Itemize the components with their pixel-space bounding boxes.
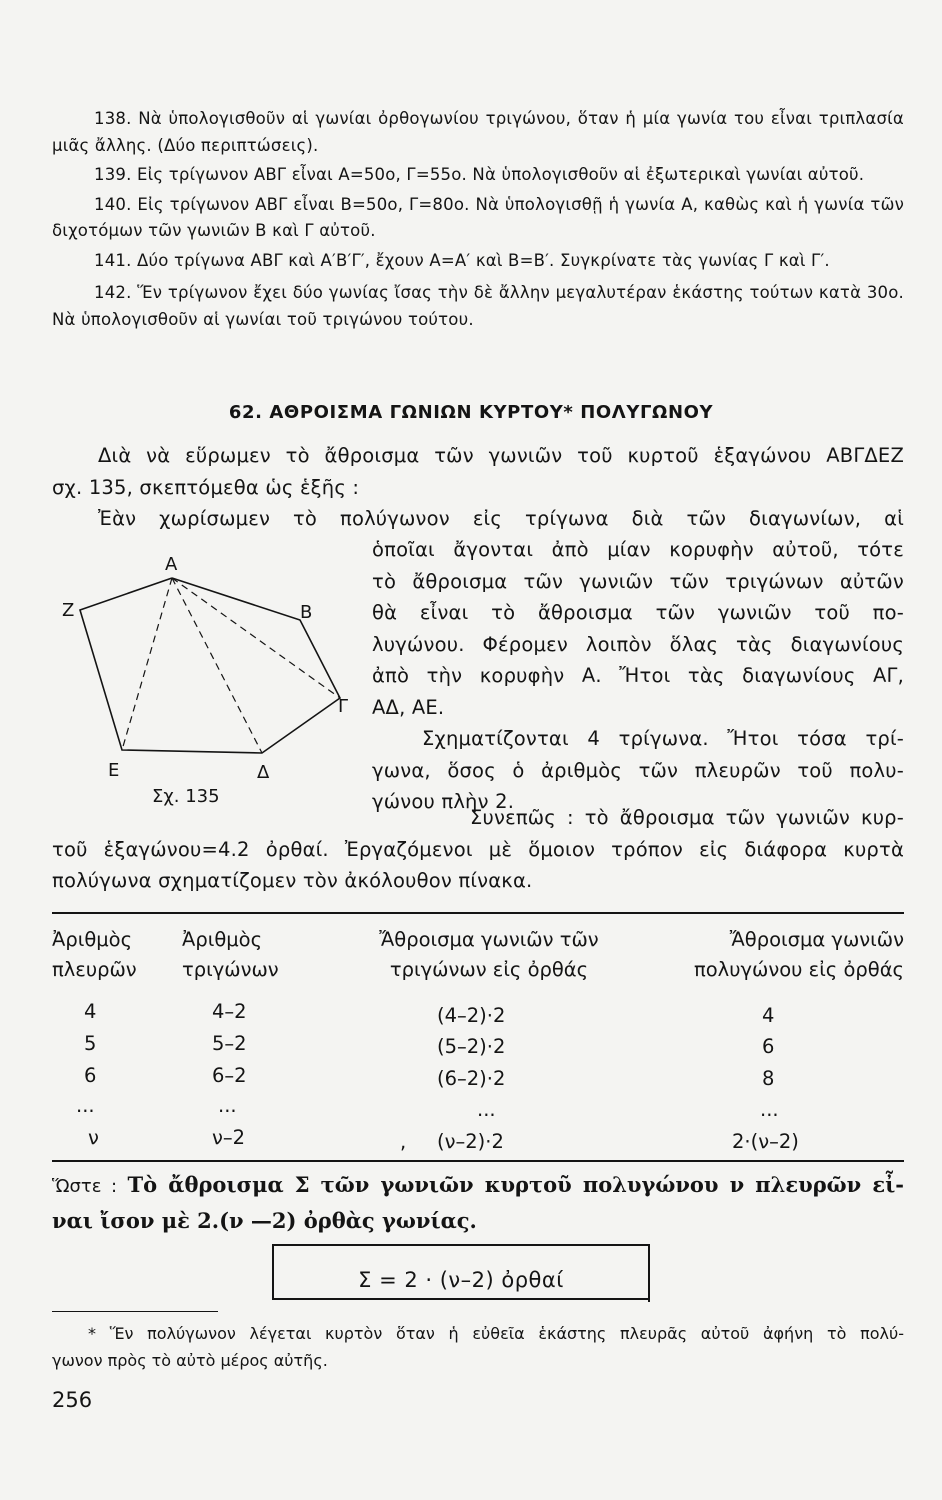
exercise-list bbox=[52, 106, 904, 336]
table-cell: 8 bbox=[762, 1067, 775, 1090]
vertex-label-e: Ε bbox=[108, 760, 120, 781]
table-cell: 6 bbox=[84, 1064, 97, 1087]
diagonal-ad bbox=[172, 578, 262, 753]
hexagon-figure bbox=[52, 548, 362, 813]
vertex-label-b: Β bbox=[300, 602, 313, 623]
table-cell: (5–2)·2 bbox=[437, 1035, 506, 1058]
right-line: ἀπὸ τὴν κορυφὴν Α. Ἤτοι τὰς διαγωνίους ΑΓ, bbox=[372, 664, 904, 687]
right-column-text bbox=[372, 534, 904, 818]
header-text: πολυγώνου εἰς ὀρθάς bbox=[694, 958, 904, 981]
right-line: γώνου πλὴν 2. bbox=[372, 790, 515, 813]
header-polygon-sum bbox=[652, 925, 904, 985]
table-cell: 5 bbox=[84, 1032, 97, 1055]
figure-caption: Σχ. 135 bbox=[152, 786, 220, 807]
table-cell: 4–2 bbox=[212, 1000, 247, 1023]
table-cell: ... bbox=[218, 1094, 237, 1117]
vertex-label-g: Γ bbox=[338, 696, 349, 717]
header-text: Ἀριθμὸς bbox=[52, 928, 133, 951]
header-sides bbox=[52, 925, 137, 985]
exercise-138: 138. Νὰ ὑπολογισθοῦν αἱ γωνίαι ὀρθογωνίου τριγώνου, ὅταν ἡ μία γωνία του εἶναι τριπλασία μιᾶς ἄλλης. (Δύο περιπτώσεις). bbox=[52, 109, 904, 155]
table-cell: ν bbox=[88, 1126, 99, 1149]
conclusion-prefix: Ὥστε : bbox=[52, 1176, 118, 1197]
intro-line-1: Διὰ νὰ εὕρωμεν τὸ ἄθροισμα τῶν γωνιῶν τοῦ κυρτοῦ ἑξαγώνου ΑΒΓΔΕΖ bbox=[98, 444, 904, 467]
page-number: 256 bbox=[52, 1388, 93, 1412]
table-cell: 5–2 bbox=[212, 1032, 247, 1055]
exercise-141: 141. Δύο τρίγωνα ΑΒΓ καὶ Α′Β′Γ′, ἔχουν Α=Α′ καὶ Β=Β′. Συγκρίνατε τὰς γωνίας Γ καὶ Γ′. bbox=[94, 250, 830, 270]
after-line-1: Συνεπῶς : τὸ ἄθροισμα τῶν γωνιῶν κυρ- bbox=[470, 806, 904, 829]
table-cell: ... bbox=[76, 1094, 95, 1117]
vertex-label-a: Α bbox=[165, 554, 178, 575]
conclusion-bold-1: Τὸ ἄθροισμα Σ τῶν γωνιῶν κυρτοῦ πολυγώνου ν πλευρῶν εἶ- bbox=[127, 1172, 904, 1197]
exercise-139: 139. Εἰς τρίγωνον ΑΒΓ εἶναι Α=50ο, Γ=55ο. Νὰ ὑπολογισθοῦν αἱ ἐξωτερικαὶ γωνίαι αὐτοῦ. bbox=[94, 165, 865, 184]
footnote-line-2: γωνον πρὸς τὸ αὐτὸ μέρος αὐτῆς. bbox=[52, 1351, 328, 1370]
table-cell: (ν–2)·2 bbox=[437, 1130, 504, 1153]
right-line: Σχηματίζονται 4 τρίγωνα. Ἤτοι τόσα τρί- bbox=[422, 727, 904, 750]
header-text: Ἄθροισμα γωνιῶν τῶν bbox=[379, 928, 599, 951]
table-cell: (6–2)·2 bbox=[437, 1067, 506, 1090]
box-bottom-bar bbox=[272, 1298, 648, 1300]
right-line: ὁποῖαι ἄγονται ἀπὸ μίαν κορυφὴν αὐτοῦ, τότε bbox=[372, 538, 904, 561]
table-cell: ν–2 bbox=[212, 1126, 246, 1149]
header-triangle-sum bbox=[344, 925, 634, 985]
right-line: ΑΔ, ΑΕ. bbox=[372, 695, 445, 719]
intro-line-2: σχ. 135, σκεπτόμεθα ὡς ἑξῆς : bbox=[52, 475, 360, 499]
table-cell: 6–2 bbox=[212, 1064, 247, 1087]
header-text: τριγώνων εἰς ὀρθάς bbox=[389, 958, 589, 981]
exercise-140: 140. Εἰς τρίγωνον ΑΒΓ εἶναι Β=50ο, Γ=80ο. Νὰ ὑπολογισθῇ ἡ γωνία Α, καθὼς καὶ ἡ γωνία τῶν διχοτόμων τῶν γωνιῶν Β καὶ Γ αὐτοῦ. bbox=[52, 194, 904, 240]
after-paragraph bbox=[52, 802, 904, 897]
right-line: γωνα, ὅσος ὁ ἀριθμὸς τῶν πλευρῶν τοῦ πολυ- bbox=[372, 758, 904, 782]
intro-paragraph bbox=[52, 440, 904, 503]
conclusion-line-1 bbox=[52, 1168, 904, 1204]
right-line: θὰ εἶναι τὸ ἄθροισμα τῶν γωνιῶν τοῦ πο- bbox=[372, 601, 904, 624]
table-cell: (4–2)·2 bbox=[437, 1004, 506, 1027]
diagonal-ag bbox=[172, 578, 340, 698]
conclusion-bold-2: ναι ἴσον μὲ 2.(ν —2) ὀρθὰς γωνίας. bbox=[52, 1208, 477, 1233]
table-cell: ... bbox=[477, 1098, 496, 1121]
footnote-rule bbox=[52, 1311, 218, 1312]
right-line: λυγώνου. Φέρομεν λοιπὸν ὅλας τὰς διαγωνίους bbox=[372, 632, 904, 656]
table-cell: 6 bbox=[762, 1035, 775, 1058]
stray-comma: , bbox=[400, 1130, 407, 1153]
wide-line: Ἐὰν χωρίσωμεν τὸ πολύγωνον εἰς τρίγωνα διὰ τῶν διαγωνίων, αἱ bbox=[98, 507, 904, 530]
vertex-label-z: Ζ bbox=[62, 600, 75, 621]
after-line-3: πολύγωνα σχηματίζομεν τὸν ἀκόλουθον πίνακα. bbox=[52, 869, 533, 892]
diagonal-ae bbox=[122, 578, 172, 750]
formula-box bbox=[272, 1244, 650, 1322]
box-top-bar bbox=[272, 1244, 648, 1246]
table-top-rule bbox=[52, 912, 904, 914]
exercise-142: 142. Ἕν τρίγωνον ἔχει δύο γωνίας ἴσας τὴν δὲ ἄλλην μεγαλυτέραν ἑκάστης τούτων κατὰ 30ο. Νὰ ὑπολογισθοῦν αἱ γωνίαι τοῦ τριγώνου τούτου. bbox=[52, 283, 904, 329]
header-triangles bbox=[182, 925, 279, 985]
table-bottom-rule bbox=[52, 1160, 904, 1162]
footnote bbox=[52, 1320, 904, 1374]
footnote-line-1: * Ἕν πολύγωνον λέγεται κυρτὸν ὅταν ἡ εὐθεῖα ἑκάστης πλευρᾶς αὐτοῦ ἀφήνη τὸ πολύ- bbox=[88, 1324, 904, 1343]
section-title: 62. ΑΘΡΟΙΣΜΑ ΓΩΝΙΩΝ ΚΥΡΤΟΥ* ΠΟΛΥΓΩΝΟΥ bbox=[228, 402, 714, 423]
table-cell: 4 bbox=[84, 1000, 97, 1023]
header-text: Ἄθροισμα γωνιῶν bbox=[729, 928, 904, 951]
conclusion bbox=[52, 1168, 904, 1238]
table-cell: 2·(ν–2) bbox=[732, 1130, 799, 1153]
right-line: τὸ ἄθροισμα τῶν γωνιῶν τῶν τριγώνων αὐτῶν bbox=[372, 569, 904, 593]
header-text: τριγώνων bbox=[182, 958, 279, 981]
vertex-label-d: Δ bbox=[257, 762, 270, 783]
table-cell: 4 bbox=[762, 1004, 775, 1027]
after-line-2: τοῦ ἑξαγώνου=4.2 ὀρθαί. Ἐργαζόμενοι μὲ ὅμοιον τρόπον εἰς διάφορα κυρτὰ bbox=[52, 837, 904, 861]
header-text: Ἀριθμὸς bbox=[182, 928, 263, 951]
table-cell: ... bbox=[760, 1098, 779, 1121]
header-text: πλευρῶν bbox=[52, 958, 137, 981]
formula: Σ = 2 · (ν–2) ὀρθαί bbox=[358, 1268, 564, 1292]
